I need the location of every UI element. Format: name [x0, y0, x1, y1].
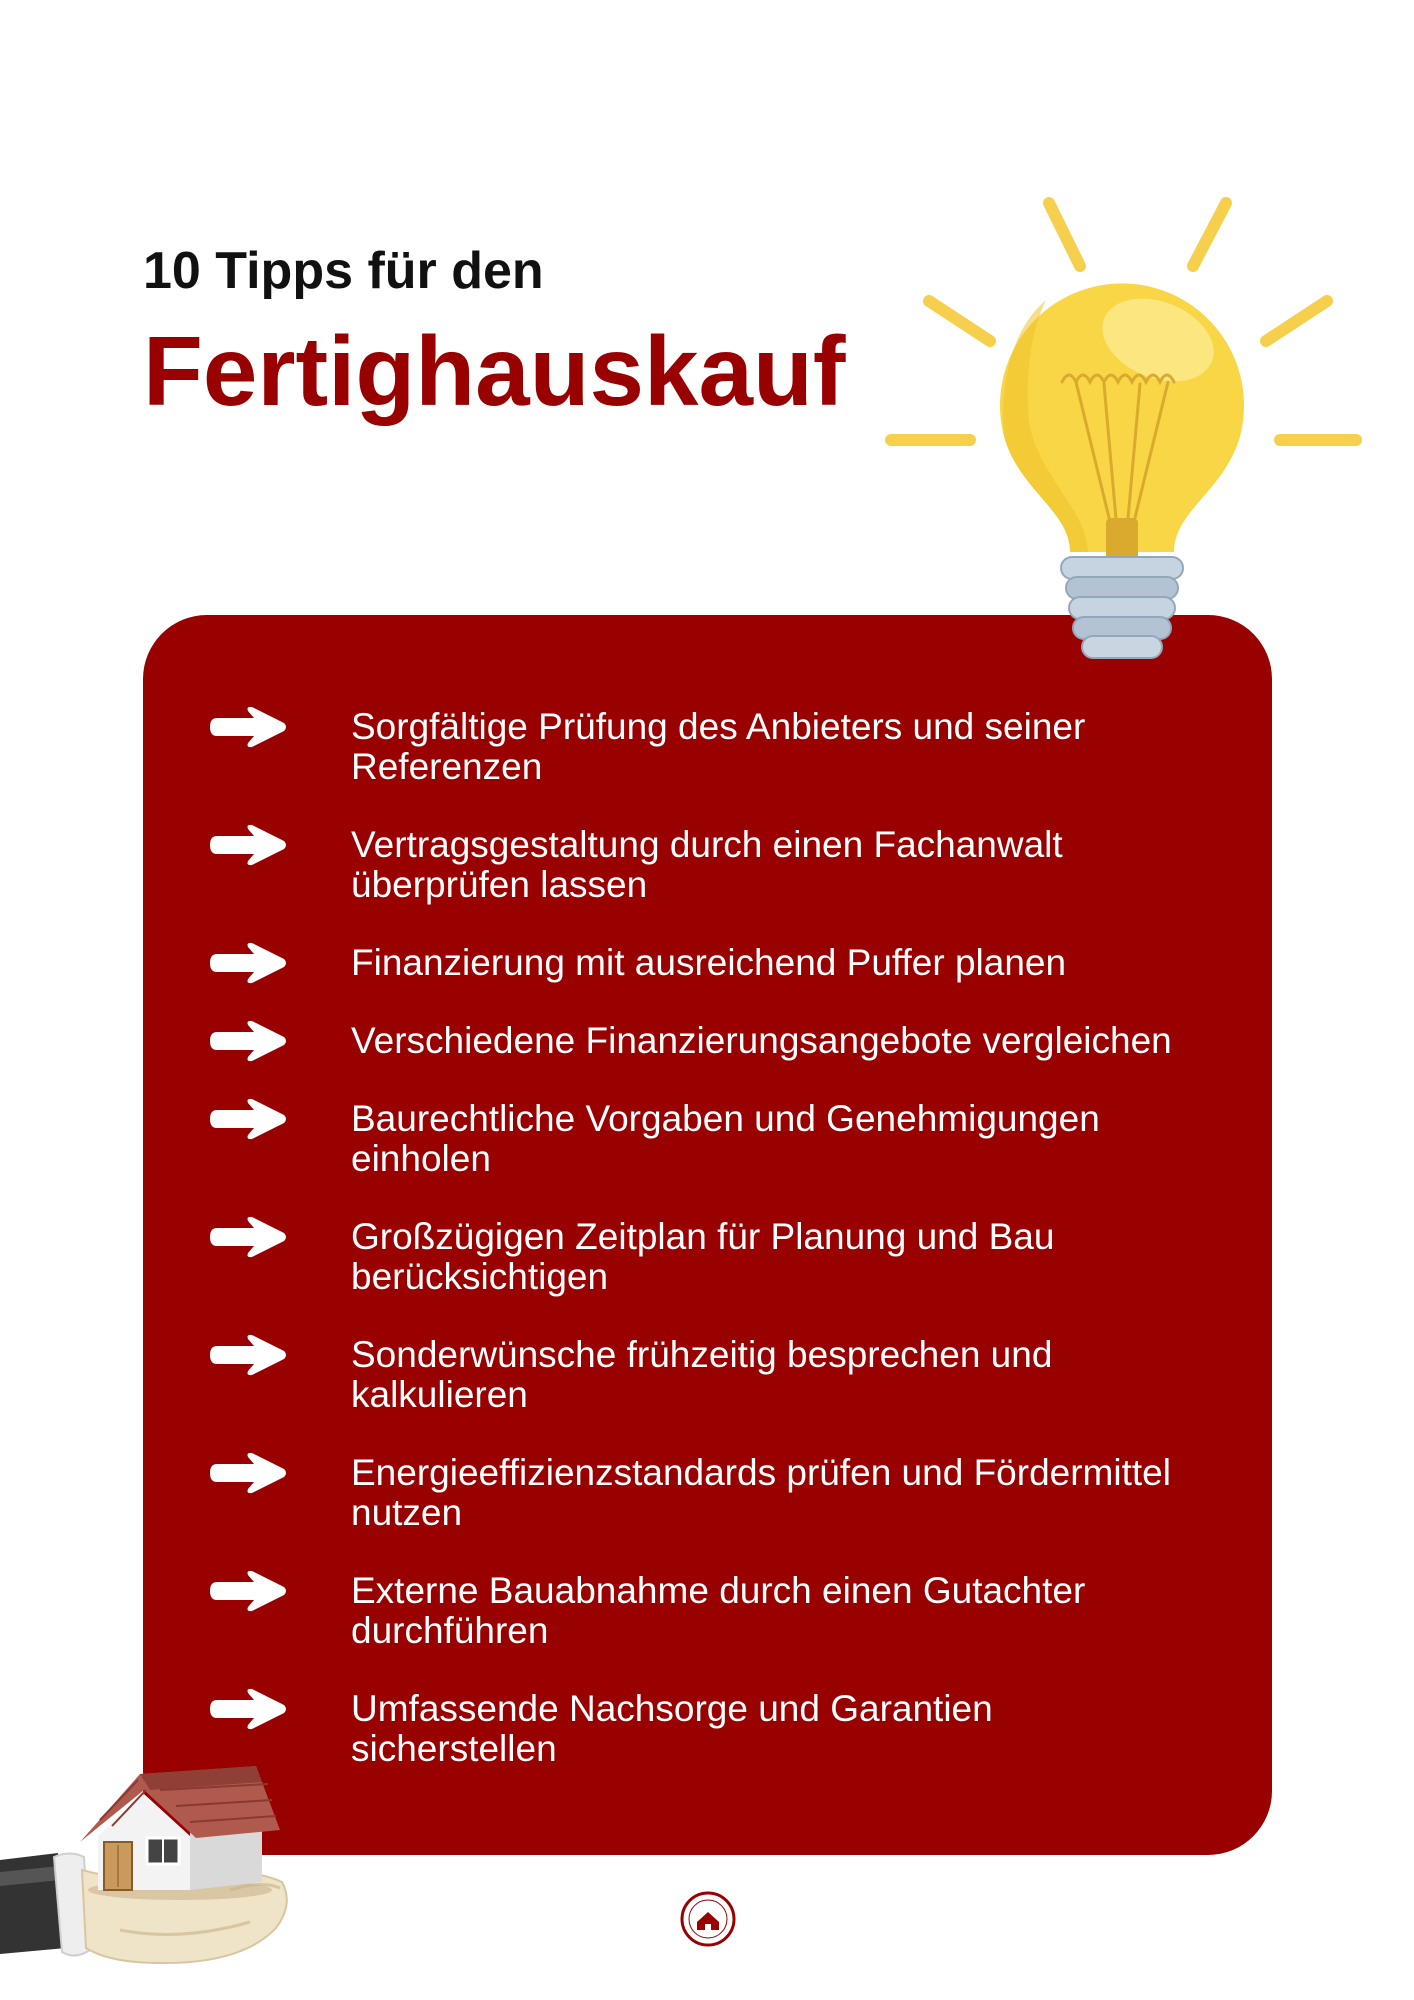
- house: [80, 1766, 280, 1900]
- tip-item: [143, 1021, 1272, 1061]
- tip-text-line: Baurechtliche Vorgaben und Genehmigungen: [351, 1098, 1100, 1139]
- bulb-glass: [1000, 283, 1244, 552]
- tip-text-line: berücksichtigen: [351, 1256, 609, 1297]
- light-ray: [1049, 203, 1080, 266]
- arrow-right-icon: [210, 1569, 288, 1613]
- tip-item: [143, 825, 1272, 905]
- light-ray: [1266, 301, 1327, 341]
- tip-text-line: Vertragsgestaltung durch einen Fachanwalt: [351, 824, 1063, 865]
- light-ray: [1193, 203, 1226, 266]
- tip-text-line: Referenzen: [351, 746, 543, 787]
- arrow-right-icon: [210, 1019, 288, 1063]
- tip-text: [351, 1689, 1272, 1769]
- tip-text: [351, 1335, 1272, 1415]
- tip-text-line: Umfassende Nachsorge und Garantien: [351, 1688, 993, 1729]
- company-logo: [678, 1889, 738, 1949]
- tip-item: [143, 1689, 1272, 1769]
- tip-text: [351, 1021, 1272, 1061]
- tip-text-line: kalkulieren: [351, 1374, 528, 1415]
- tip-text-line: Externe Bauabnahme durch einen Gutachter: [351, 1570, 1086, 1611]
- arrow-right-icon: [210, 823, 288, 867]
- tip-text: [351, 707, 1272, 787]
- tip-text: [351, 1571, 1272, 1651]
- tip-item: [143, 1099, 1272, 1179]
- tip-text-line: Verschiedene Finanzierungsangebote vergleichen: [351, 1020, 1172, 1061]
- tip-item: [143, 943, 1272, 983]
- tip-text-line: Finanzierung mit ausreichend Puffer planen: [351, 942, 1067, 983]
- tip-text-line: nutzen: [351, 1492, 463, 1533]
- tip-text-line: durchführen: [351, 1610, 549, 1651]
- tip-item: [143, 1571, 1272, 1651]
- arrow-right-icon: [210, 1451, 288, 1495]
- house-on-hand-icon: [0, 1750, 300, 1970]
- bulb-base: [1061, 557, 1183, 658]
- tip-text: [351, 943, 1272, 983]
- lightbulb-icon: [870, 180, 1370, 680]
- arrow-right-icon: [210, 1687, 288, 1731]
- tip-item: [143, 1335, 1272, 1415]
- tip-text-line: Energieeffizienzstandards prüfen und Fördermittel: [351, 1452, 1171, 1493]
- arrow-right-icon: [210, 941, 288, 985]
- arrow-right-icon: [210, 1097, 288, 1141]
- tips-panel: [143, 615, 1272, 1855]
- tip-item: [143, 1217, 1272, 1297]
- arrow-right-icon: [210, 1215, 288, 1259]
- tip-text-line: Sonderwünsche frühzeitig besprechen und: [351, 1334, 1053, 1375]
- light-ray: [929, 301, 990, 341]
- tip-text-line: sicherstellen: [351, 1728, 557, 1769]
- tip-text: [351, 825, 1272, 905]
- tip-text-line: einholen: [351, 1138, 491, 1179]
- tip-text: [351, 1453, 1272, 1533]
- arrow-right-icon: [210, 1333, 288, 1377]
- page-title: Fertighauskauf: [143, 316, 846, 426]
- tip-item: [143, 1453, 1272, 1533]
- tip-text-line: Sorgfältige Prüfung des Anbieters und seiner: [351, 706, 1086, 747]
- tip-text-line: Großzügigen Zeitplan für Planung und Bau: [351, 1216, 1055, 1257]
- arrow-right-icon: [210, 705, 288, 749]
- tip-text: [351, 1217, 1272, 1297]
- tip-item: [143, 707, 1272, 787]
- tip-text-line: überprüfen lassen: [351, 864, 648, 905]
- tip-text: [351, 1099, 1272, 1179]
- page-subtitle: 10 Tipps für den: [143, 242, 544, 300]
- tips-list: [143, 707, 1272, 1769]
- bulb-neck: [1106, 518, 1138, 560]
